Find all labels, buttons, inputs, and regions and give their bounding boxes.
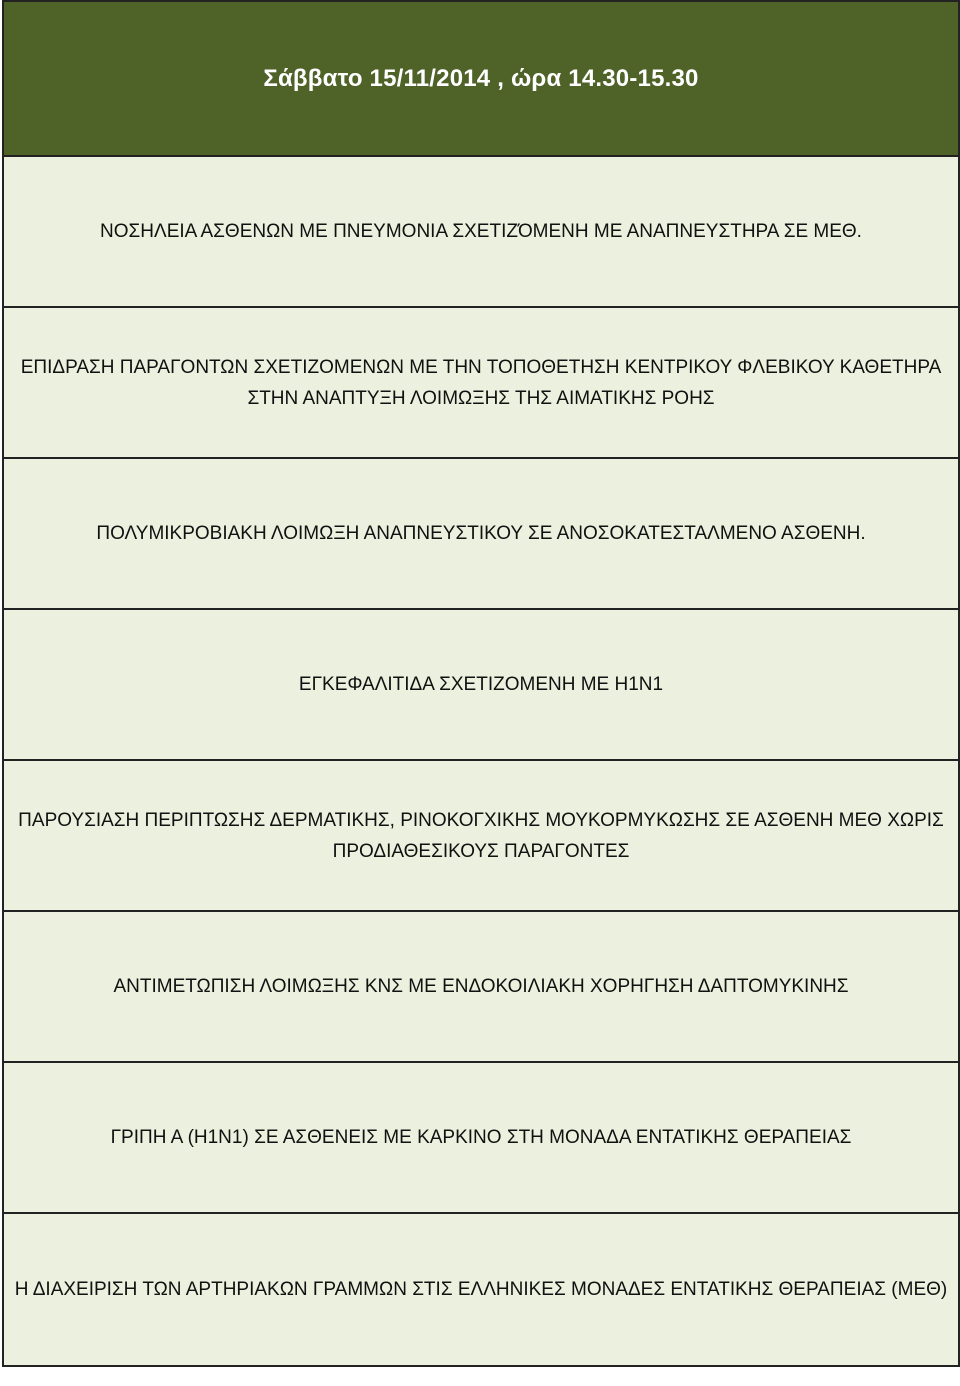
presentation-row-7 [4,1063,958,1214]
presentation-title: ΕΠΙΔΡΑΣΗ ΠΑΡΑΓΟΝΤΩΝ ΣΧΕΤΙΖΟΜΕΝΩΝ ΜΕ ΤΗΝ ΤΟΠΟΘΕΤΗΣΗ ΚΕΝΤΡΙΚΟΥ ΦΛΕΒΙΚΟΥ ΚΑΘΕΤΗΡΑ ΣΤΗΝ ΑΝΑΠΤΥΞΗ ΛΟΙΜΩΞΗΣ ΤΗΣ ΑΙΜΑΤΙΚΗΣ ΡΟΗΣ [20,356,942,409]
presentation-row-5 [4,761,958,912]
session-date-title: Σάββατο 15/11/2014 , ώρα 14.30-15.30 [263,64,699,92]
presentation-row-2 [4,308,958,459]
presentation-row-4 [4,610,958,761]
presentation-row-6 [4,912,958,1063]
presentation-row-1 [4,157,958,308]
presentation-title: ΠΑΡΟΥΣΙΑΣΗ ΠΕΡΙΠΤΩΣΗΣ ΔΕΡΜΑΤΙΚΗΣ, ΡΙΝΟΚΟΓΧΙΚΗΣ ΜΟΥΚΟΡΜΥΚΩΣΗΣ ΣΕ ΑΣΘΕΝΗ ΜΕΘ ΧΩΡΙΣ ΠΡΟΔΙΑΘΕΣΙΚΟΥΣ ΠΑΡΑΓΟΝΤΕΣ [18,809,944,862]
presentation-title: ΕΓΚΕΦΑΛΙΤΙΔΑ ΣΧΕΤΙΖΟΜΕΝΗ ΜΕ Η1Ν1 [298,674,664,695]
presentation-title: ΑΝΤΙΜΕΤΩΠΙΣΗ ΛΟΙΜΩΞΗΣ ΚΝΣ ΜΕ ΕΝΔΟΚΟΙΛΙΑΚΗ ΧΟΡΗΓΗΣΗ ΔΑΠΤΟΜΥΚΙΝΗΣ [113,976,849,997]
program-table [2,0,960,1367]
presentation-title: ΠΟΛΥΜΙΚΡΟΒΙΑΚΗ ΛΟΙΜΩΞΗ ΑΝΑΠΝΕΥΣΤΙΚΟΥ ΣΕ ΑΝΟΣΟΚΑΤΕΣΤΑΛΜΕΝΟ ΑΣΘΕΝΗ. [96,523,866,544]
presentation-row-3 [4,459,958,610]
presentation-title: ΝΟΣΗΛΕΙΑ ΑΣΘΕΝΩΝ ΜΕ ΠΝΕΥΜΟΝΙΑ ΣΧΕΤΙΖΌΜΕΝΗ ΜΕ ΑΝΑΠΝΕΥΣΤΗΡΑ ΣΕ ΜΕΘ. [100,221,862,242]
presentation-row-8 [4,1214,958,1367]
session-header [4,2,958,157]
presentation-title: Η ΔΙΑΧΕΙΡΙΣΗ ΤΩΝ ΑΡΤΗΡΙΑΚΩΝ ΓΡΑΜΜΩΝ ΣΤΙΣ ΕΛΛΗΝΙΚΕΣ ΜΟΝΑΔΕΣ ΕΝΤΑΤΙΚΗΣ ΘΕΡΑΠΕΙΑΣ (ΜΕΘ) [14,1279,948,1300]
presentation-title: ΓΡΙΠΗ Α (Η1Ν1) ΣΕ ΑΣΘΕΝΕΙΣ ΜΕ ΚΑΡΚΙΝΟ ΣΤΗ ΜΟΝΑΔΑ ΕΝΤΑΤΙΚΗΣ ΘΕΡΑΠΕΙΑΣ [110,1127,852,1148]
